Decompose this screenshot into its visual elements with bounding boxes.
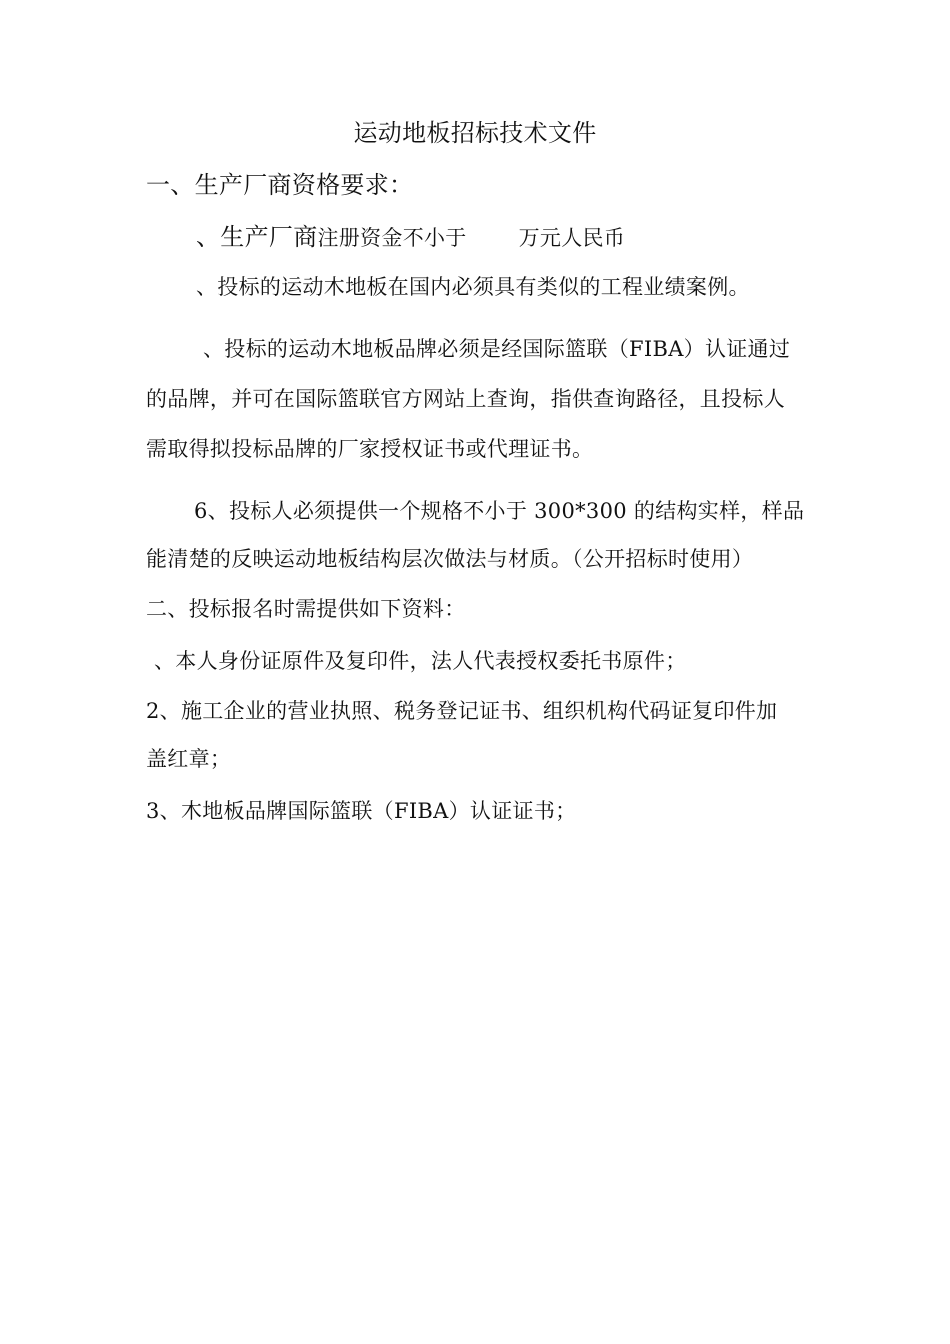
- section1-item6-line2: 能清楚的反映运动地板结构层次做法与材质。（公开招标时使用）: [146, 547, 754, 571]
- section1-item6-line1: 6、投标人必须提供一个规格不小于 300*300 的结构实样，样品: [194, 499, 805, 523]
- section2-item2-line2: 盖红章；: [146, 747, 232, 771]
- section2-item1: 、本人身份证原件及复印件，法人代表授权委托书原件；: [154, 649, 687, 673]
- document-title: 运动地板招标技术文件: [353, 119, 597, 147]
- item1-suffix: 万元人民币: [518, 226, 626, 250]
- section2-heading: 二、投标报名时需提供如下资料：: [146, 597, 466, 621]
- section1-item2: 、投标的运动木地板在国内必须具有类似的工程业绩案例。: [196, 275, 750, 299]
- section1-item3-line3: 需取得拟投标品牌的厂家授权证书或代理证书。: [146, 437, 594, 461]
- section1-item3-line2: 的品牌，并可在国际篮联官方网站上查询，指供查询路径，且投标人: [146, 387, 785, 411]
- section1-heading: 一、生产厂商资格要求：: [146, 171, 414, 199]
- item1-prefix: 、生产厂商: [196, 223, 318, 251]
- section2-item2-line1: 2、施工企业的营业执照、税务登记证书、组织机构代码证复印件加: [146, 699, 778, 723]
- section1-item1: [196, 224, 625, 251]
- section2-item3: 3、木地板品牌国际篮联（FIBA）认证证书；: [146, 799, 577, 823]
- item1-text: 注册资金不小于: [317, 226, 467, 250]
- section1-item3-line1: 、投标的运动木地板品牌必须是经国际篮联（FIBA）认证通过: [203, 337, 791, 361]
